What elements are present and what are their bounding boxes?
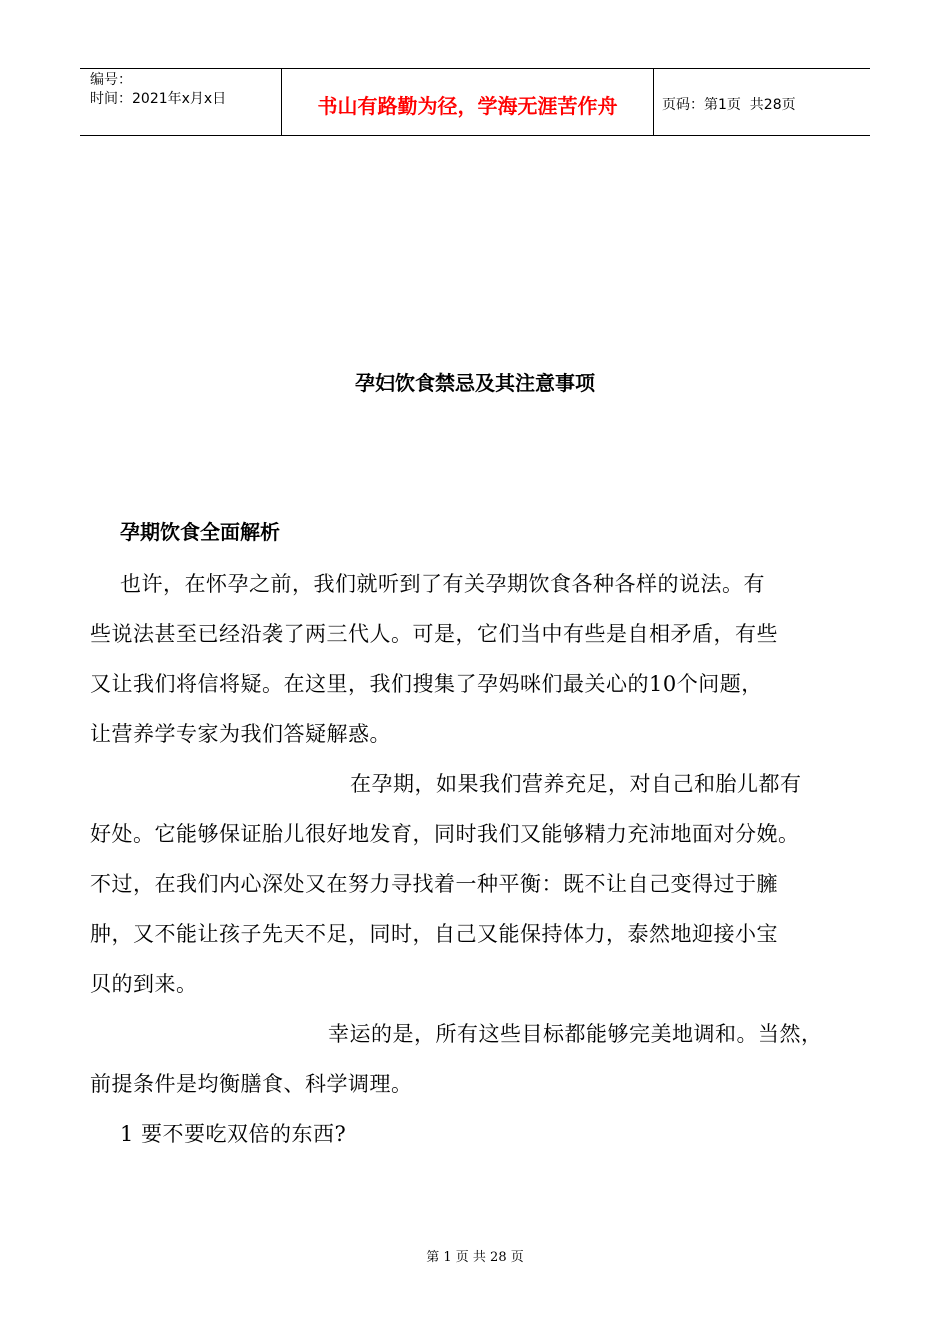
number-label: 编号： (90, 72, 132, 88)
paragraph-3-line-1: 幸运的是，所有这些目标都能够完美地调和。当然， (328, 1022, 823, 1046)
page-header (80, 68, 870, 136)
paragraph-2-line-3: 不过，在我们内心深处又在努力寻找着一种平衡：既不让自己变得过于臃 (90, 872, 778, 896)
section-title: 孕期饮食全面解析 (120, 520, 280, 544)
page-footer: 第 1 页 共 28 页 (426, 1250, 524, 1265)
paragraph-2-line-1: 在孕期，如果我们营养充足，对自己和胎儿都有 (350, 772, 802, 796)
paragraph-1-line-1: 也许，在怀孕之前，我们就听到了有关孕期饮食各种各样的说法。有 (120, 572, 765, 596)
paragraph-1-line-2: 些说法甚至已经沿袭了两三代人。可是，它们当中有些是自相矛盾，有些 (90, 622, 778, 646)
paragraph-2-line-5: 贝的到来。 (90, 972, 198, 996)
header-meta (80, 69, 282, 135)
question-1: 1 要不要吃双倍的东西? (120, 1122, 347, 1146)
paragraph-3-line-2: 前提条件是均衡膳食、科学调理。 (90, 1072, 413, 1096)
time-label: 时间：2021年x月x日 (90, 91, 227, 107)
paragraph-2-line-4: 肿，又不能让孩子先天不足，同时，自己又能保持体力，泰然地迎接小宝 (90, 922, 778, 946)
paragraph-1-line-3: 又让我们将信将疑。在这里，我们搜集了孕妈咪们最关心的10个问题， (90, 672, 763, 696)
header-page-info (654, 69, 870, 135)
header-motto (282, 69, 654, 135)
document-title: 孕妇饮食禁忌及其注意事项 (355, 371, 595, 395)
paragraph-1-line-4: 让营养学专家为我们答疑解惑。 (90, 722, 391, 746)
page-info-text: 页码：第1页 共28页 (662, 97, 796, 113)
paragraph-2-line-2: 好处。它能够保证胎儿很好地发育，同时我们又能够精力充沛地面对分娩。 (90, 822, 800, 846)
motto-text: 书山有路勤为径，学海无涯苦作舟 (317, 93, 618, 118)
